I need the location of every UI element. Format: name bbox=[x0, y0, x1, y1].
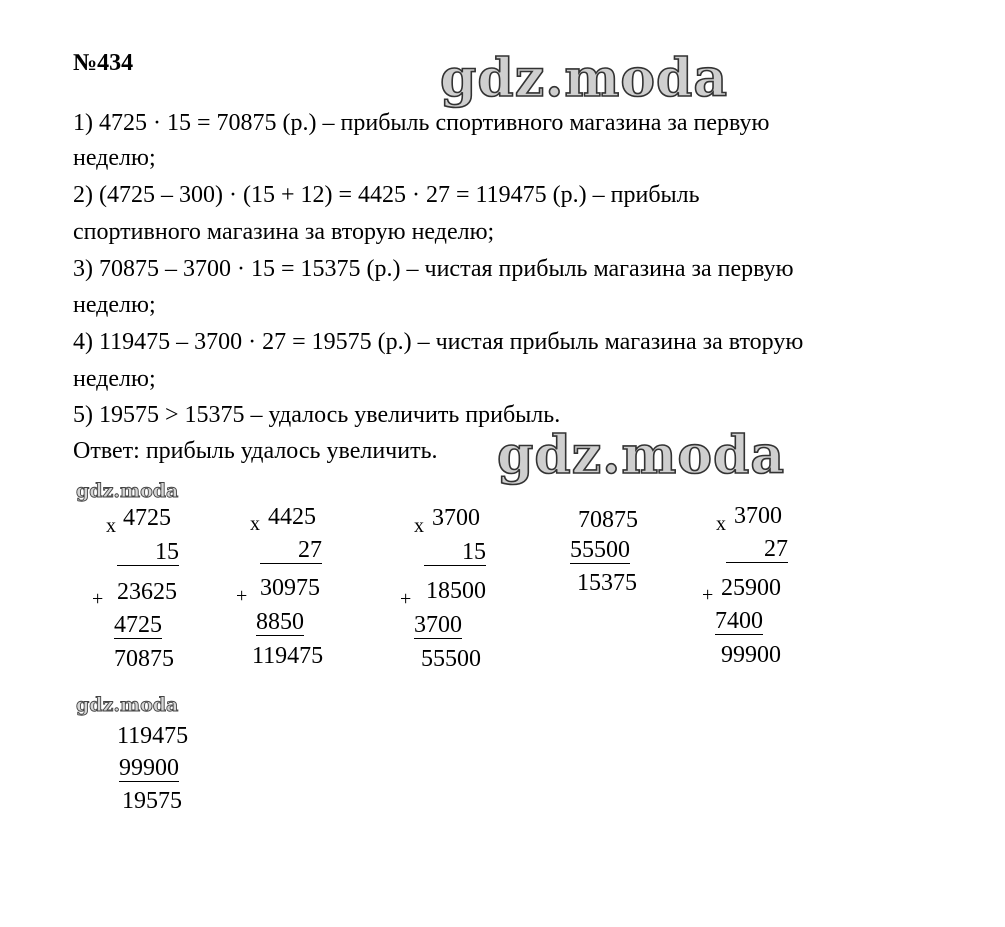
solution-line-1: 1) 4725 · 15 = 70875 (р.) – прибыль спортивного магазина за первую bbox=[73, 110, 770, 136]
solution-line-5: 3) 70875 – 3700 · 15 = 15375 (р.) – чистая прибыль магазина за первую bbox=[73, 256, 794, 282]
solution-line-6: неделю; bbox=[73, 292, 156, 318]
calc-1-multiplier: 15 bbox=[117, 540, 179, 566]
solution-line-3: 2) (4725 – 300) · (15 + 12) = 4425 · 27 = 119475 (р.) – прибыль bbox=[73, 182, 700, 208]
problem-title: №434 bbox=[73, 50, 134, 76]
calc-2-result: 119475 bbox=[252, 643, 324, 669]
watermark-logo-small-2: gdz.moda bbox=[76, 694, 179, 716]
answer-line: Ответ: прибыль удалось увеличить. bbox=[73, 438, 438, 464]
calc-5-partial-1: 25900 bbox=[721, 575, 781, 601]
calc-5-partial-2: 7400 bbox=[715, 608, 763, 634]
calc-5-multiplier: 27 bbox=[726, 537, 788, 563]
calc-5-plus-sign: + bbox=[702, 584, 714, 606]
calc-5-multiply-sign: x bbox=[716, 513, 726, 535]
calc-5-multiplicand: 3700 bbox=[734, 503, 782, 529]
calc-2-plus-sign: + bbox=[236, 585, 248, 607]
calc-4-result: 15375 bbox=[577, 570, 637, 596]
calc-1-partial-2: 4725 bbox=[114, 612, 162, 638]
calc-3-multiplier: 15 bbox=[424, 540, 486, 566]
solution-line-9: 5) 19575 > 15375 – удалось увеличить прибыль. bbox=[73, 402, 561, 428]
calc-6-result: 19575 bbox=[122, 788, 182, 814]
calc-6-minuend: 119475 bbox=[117, 723, 189, 749]
calc-3-partial-1: 18500 bbox=[426, 578, 486, 604]
calc-2-partial-2: 8850 bbox=[256, 609, 304, 635]
calc-2-partial-1: 30975 bbox=[260, 575, 320, 601]
calc-1-multiplicand: 4725 bbox=[123, 505, 171, 531]
calc-2-multiply-sign: x bbox=[250, 513, 260, 535]
watermark-logo-small-1: gdz.moda bbox=[76, 480, 179, 502]
calc-1-plus-sign: + bbox=[92, 588, 104, 610]
calc-1-partial-1: 23625 bbox=[117, 579, 177, 605]
calc-2-multiplicand: 4425 bbox=[268, 504, 316, 530]
calc-6-subtrahend: 99900 bbox=[119, 755, 179, 781]
solution-line-4: спортивного магазина за вторую неделю; bbox=[73, 219, 495, 245]
solution-line-7: 4) 119475 – 3700 · 27 = 19575 (р.) – чистая прибыль магазина за вторую bbox=[73, 329, 804, 355]
calc-3-multiplicand: 3700 bbox=[432, 505, 480, 531]
calc-2-multiplier: 27 bbox=[260, 538, 322, 564]
calc-4-minuend: 70875 bbox=[578, 507, 638, 533]
solution-line-2: неделю; bbox=[73, 145, 156, 171]
calc-1-multiply-sign: x bbox=[106, 515, 116, 537]
solution-line-8: неделю; bbox=[73, 366, 156, 392]
calc-4-subtrahend: 55500 bbox=[570, 537, 630, 563]
calc-1-result: 70875 bbox=[114, 646, 174, 672]
calc-3-partial-2: 3700 bbox=[414, 612, 462, 638]
watermark-logo-top: gdz.moda bbox=[440, 48, 729, 109]
calc-3-plus-sign: + bbox=[400, 588, 412, 610]
calc-5-result: 99900 bbox=[721, 642, 781, 668]
calc-3-multiply-sign: x bbox=[414, 515, 424, 537]
calc-3-result: 55500 bbox=[421, 646, 481, 672]
watermark-logo-middle: gdz.moda bbox=[497, 425, 786, 486]
